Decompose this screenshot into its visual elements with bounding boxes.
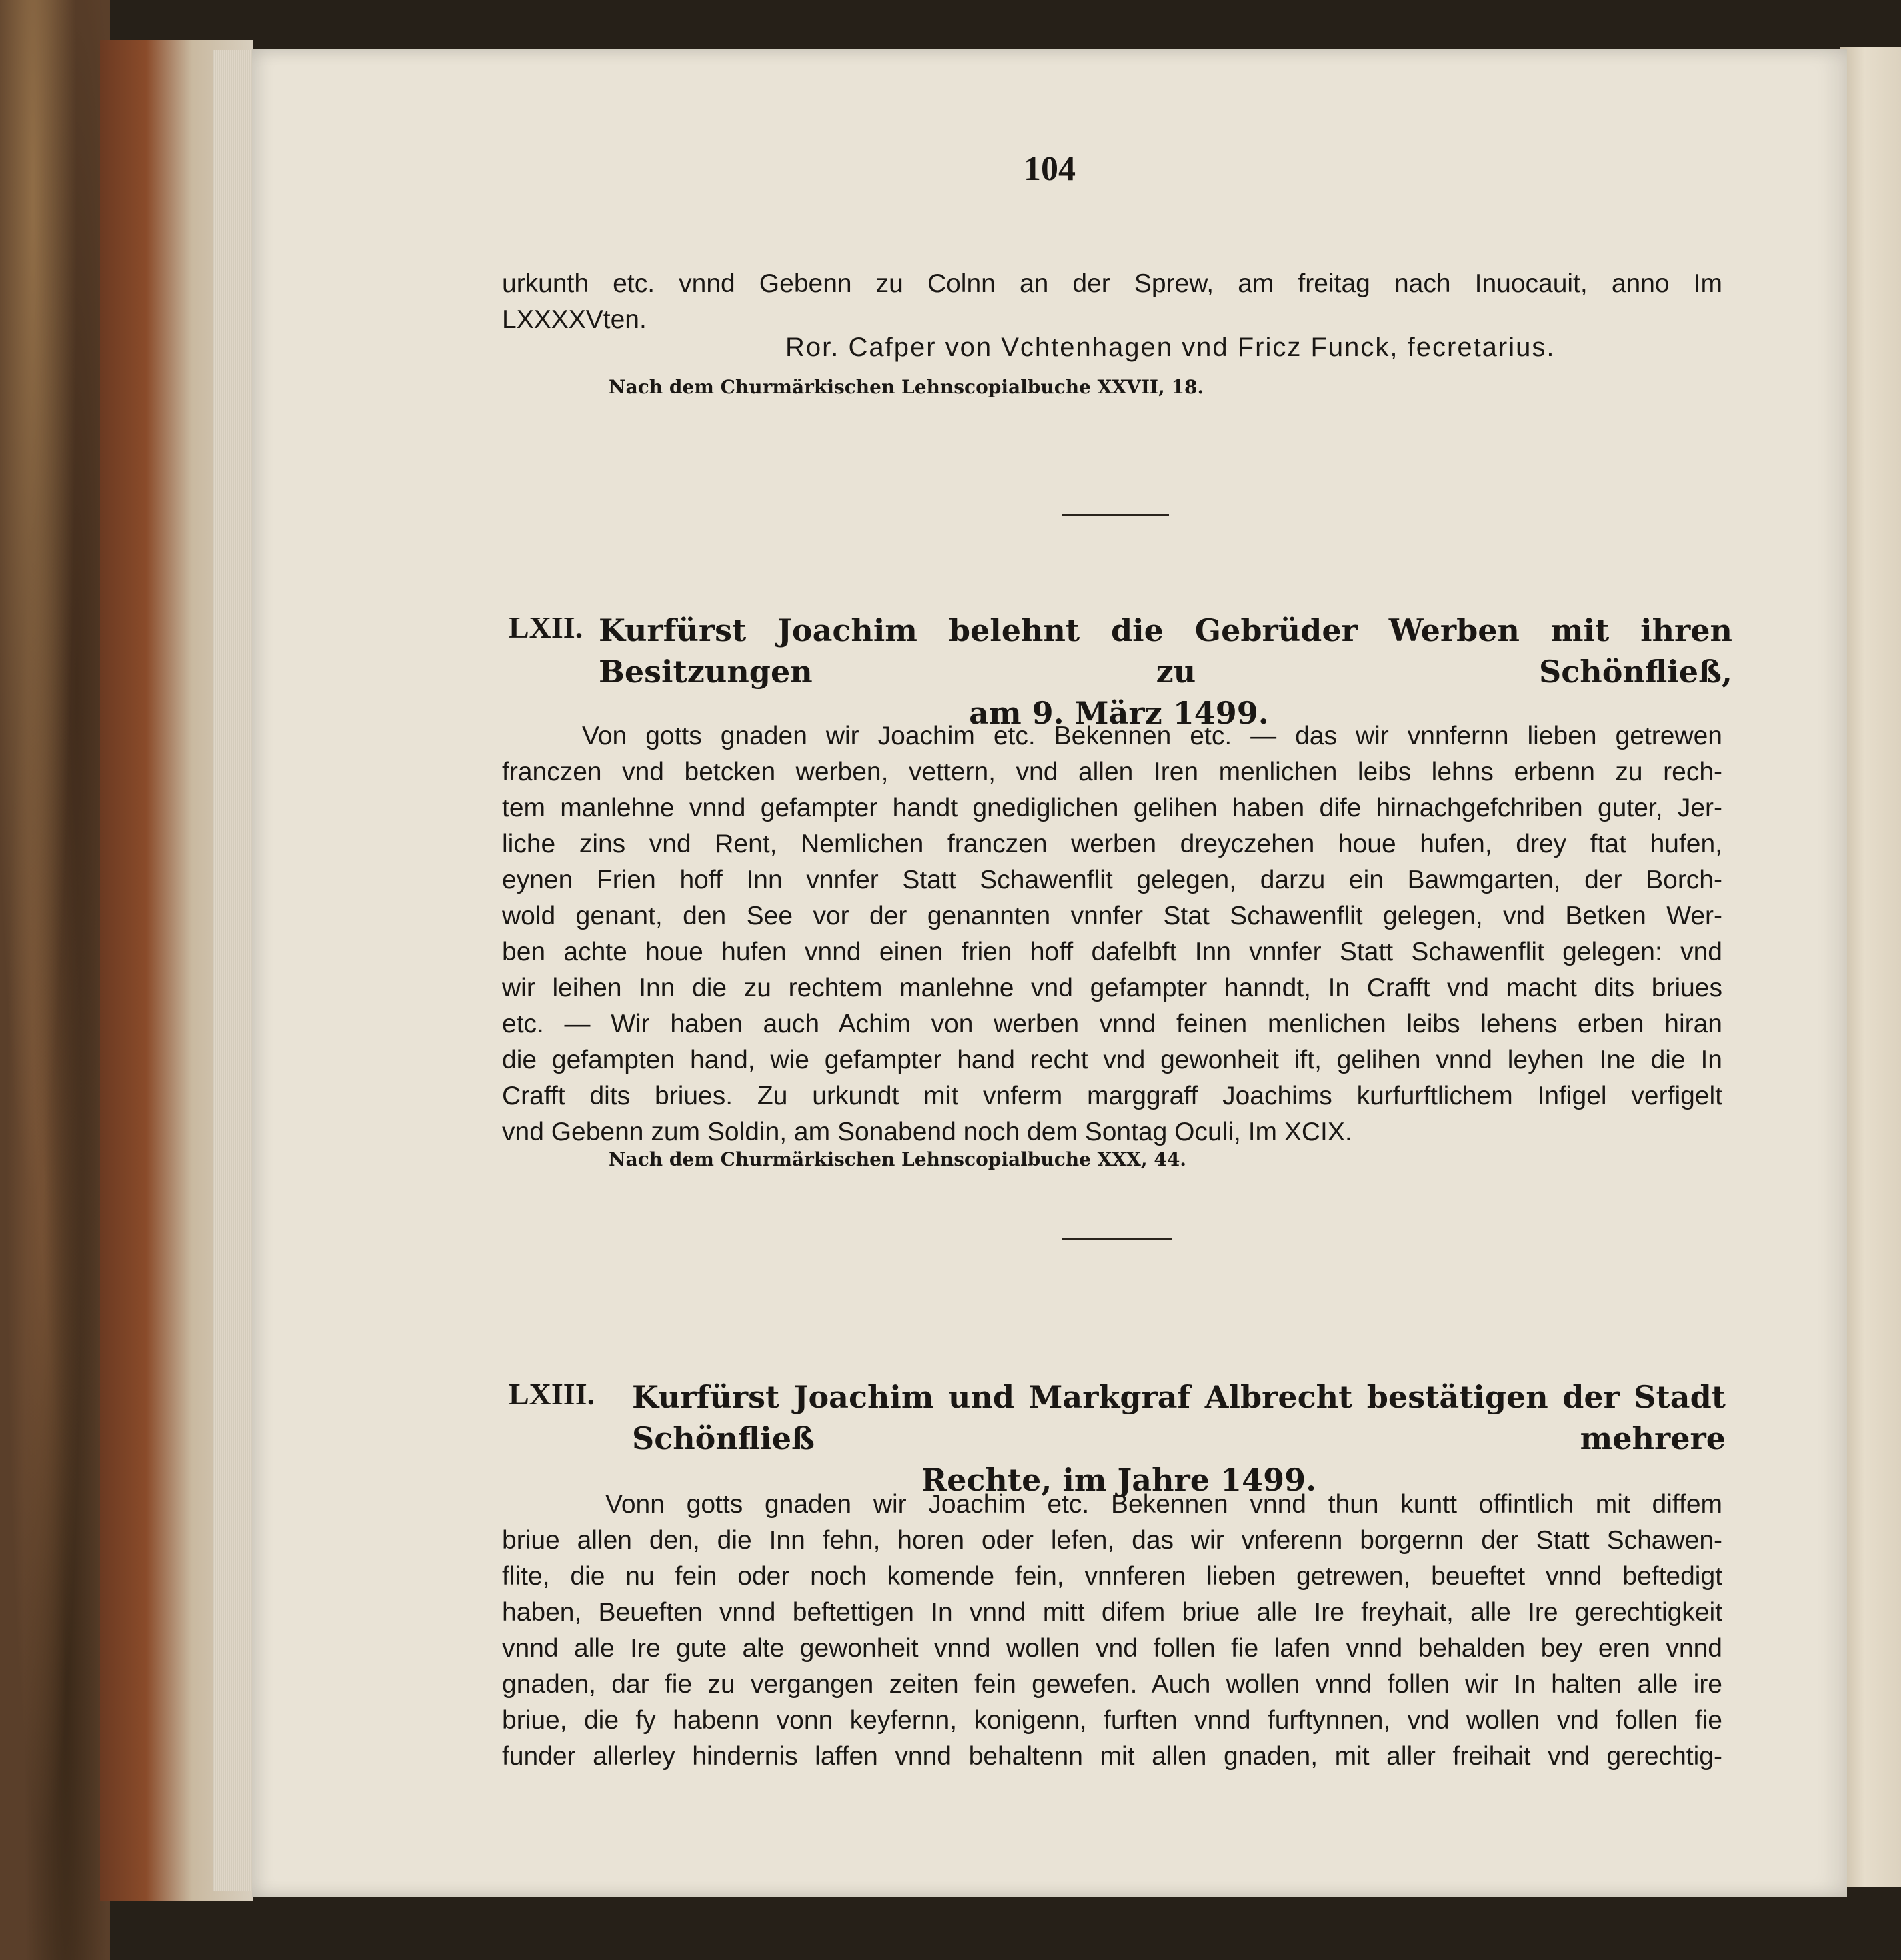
text-line: Crafft dits briues. Zu urkundt mit vnferm marggraff Joachims kurfurftlichem Infigel verfigelt — [502, 1082, 1722, 1110]
text-line: wold genant, den See vor der genannten vnnfer Stat Schawenflit gelegen, vnd Betken Wer- — [502, 902, 1722, 930]
text-line: flite, die nu fein oder noch komende fein, vnnferen lieben getrewen, beueftet vnnd beftedigt — [502, 1562, 1722, 1591]
section-title-line: am 9. März 1499. — [969, 695, 1269, 731]
text-line: etc. — Wir haben auch Achim von werben vnnd feinen menlichen leibs lehens erben hiran — [502, 1010, 1722, 1038]
section-number: LXII. — [509, 610, 583, 644]
section-title-line: Rechte, im Jahre 1499. — [921, 1462, 1317, 1498]
text-line: gnaden, dar fie zu vergangen zeiten fein gewefen. Auch wollen vnnd follen wir In halten alle ire — [502, 1670, 1722, 1699]
section-title-line: Kurfürst Joachim und Markgraf Albrecht bestätigen der Stadt Schönfließ mehrere — [632, 1379, 1726, 1456]
facing-page-edge — [1840, 47, 1901, 1887]
text-line: Vonn gotts gnaden wir Joachim etc. Bekennen vnnd thun kuntt offintlich mit diffem — [605, 1490, 1722, 1519]
document-body — [502, 718, 1722, 1150]
section-number: LXIII. — [509, 1377, 595, 1411]
text-line: wir leihen Inn die zu rechtem manlehne vnd gefampter hanndt, In Crafft vnd macht dits briues — [502, 974, 1722, 1002]
text-line: funder allerley hindernis laffen vnnd behaltenn mit allen gnaden, mit aller freihait vnd gerechtig- — [502, 1742, 1722, 1771]
marbled-cover — [0, 0, 110, 1960]
text-line: briue allen den, die Inn fehn, horen oder lefen, das wir vnferenn borgernn der Statt Schawen- — [502, 1526, 1722, 1555]
page-number: 104 — [1024, 150, 1076, 188]
text-line: ben achte houe hufen vnnd einen frien hoff dafelbft Inn vnnfer Statt Schawenflit gelegen: vnd — [502, 938, 1722, 966]
text-line: eynen Frien hoff Inn vnnfer Statt Schawenflit gelegen, darzu ein Bawmgarten, der Borch- — [502, 866, 1722, 894]
section-divider — [1062, 1238, 1172, 1240]
source-citation: Nach dem Churmärkischen Lehnscopialbuche XXVII, 18. — [609, 376, 1204, 398]
text-line: urkunth etc. vnnd Gebenn zu Colnn an der Sprew, am freitag nach Inuocauit, anno Im — [502, 269, 1722, 298]
document-body — [502, 1487, 1722, 1775]
text-line: haben, Beueften vnnd beftettigen In vnnd mitt difem briue alle Ire freyhait, alle Ire gerechtigkeit — [502, 1598, 1722, 1627]
section-title — [632, 1376, 1726, 1501]
text-line: Von gotts gnaden wir Joachim etc. Bekennen etc. — das wir vnnfernn lieben getrewen — [582, 722, 1722, 750]
continued-paragraph — [502, 266, 1722, 338]
text-line: liche zins vnd Rent, Nemlichen franczen werben dreyczehen houe hufen, drey ftat hufen, — [502, 830, 1722, 858]
text-line: LXXXXVten. — [502, 305, 647, 334]
text-line: franczen vnd betcken werben, vettern, vnd allen Iren menlichen leibs lehns erbenn zu rech- — [502, 758, 1722, 786]
text-line: vnd Gebenn zum Soldin, am Sonabend noch dem Sontag Oculi, Im XCIX. — [502, 1118, 1352, 1146]
text-line: vnnd alle Ire gute alte gewonheit vnnd wollen vnd follen fie lafen vnnd behalden bey eren vnnd — [502, 1634, 1722, 1663]
signature-line: Ror. Cafper von Vchtenhagen vnd Fricz Funck, fecretarius. — [785, 333, 1556, 362]
page-edges — [213, 50, 253, 1891]
section-divider — [1062, 514, 1169, 516]
section-title — [599, 610, 1732, 734]
text-line: die gefampten hand, wie gefampter hand recht vnd gewonheit ift, gelihen vnnd leyhen Ine die In — [502, 1046, 1722, 1074]
text-line: tem manlehne vnnd gefampter handt gnediglichen gelihen haben dife hirnachgefchriben guter, Jer- — [502, 794, 1722, 822]
text-line: briue, die fy habenn vonn keyfernn, konigenn, furften vnnd furftynnen, vnd wollen vnd follen fie — [502, 1706, 1722, 1735]
section-title-line: Kurfürst Joachim belehnt die Gebrüder Werben mit ihren Besitzungen zu Schönfließ, — [599, 612, 1732, 690]
book-page — [252, 49, 1847, 1897]
source-citation: Nach dem Churmärkischen Lehnscopialbuche XXX, 44. — [609, 1148, 1187, 1170]
